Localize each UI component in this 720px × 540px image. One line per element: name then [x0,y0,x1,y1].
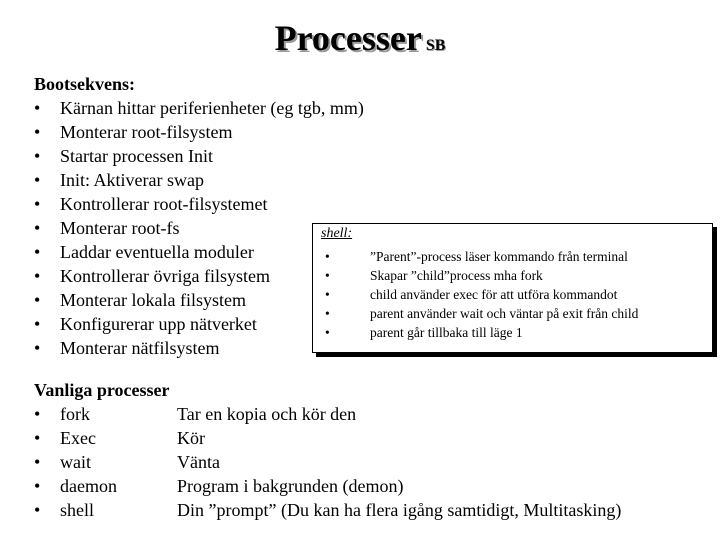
bullet-icon: • [34,314,41,334]
bullet-icon: • [34,194,41,214]
boot-list-item [34,168,324,192]
boot-list-item [34,264,324,288]
boot-heading: Bootsekvens: [34,74,136,94]
bullet-icon: • [34,404,41,424]
boot-list-item [34,216,324,240]
bullet-icon: • [34,218,41,238]
shell-callout-box [312,223,713,353]
boot-item-text: Startar processen Init [60,146,213,166]
boot-list-item [34,192,324,216]
common-list-item [34,498,714,522]
shell-list-item [321,304,638,323]
boot-list-item [34,96,364,120]
shell-item-text: ”Parent”-process läser kommando från terminal [370,249,628,264]
boot-item-text: Init: Aktiverar swap [60,170,204,190]
bullet-icon: • [325,268,330,283]
command-description: Din ”prompt” (Du kan ha flera igång samtidigt, Multitasking) [177,500,622,520]
bullet-icon: • [325,325,330,340]
command-description: Program i bakgrunden (demon) [177,476,404,496]
boot-item-text: Monterar nätfilsystem [60,338,220,358]
command-name: daemon [60,476,117,496]
common-list-item [34,474,714,498]
bullet-icon: • [34,500,41,520]
boot-list-item [34,312,324,336]
boot-list-item [34,144,324,168]
common-heading: Vanliga processer [34,380,170,400]
shell-list [321,247,638,342]
bullet-icon: • [34,122,41,142]
common-list-item [34,450,714,474]
bullet-icon: • [325,306,330,321]
bullet-icon: • [34,428,41,448]
boot-list-item [34,120,324,144]
common-processes-section [34,378,714,522]
bullet-icon: • [325,249,330,264]
command-name: Exec [60,428,96,448]
boot-list-item [34,336,324,360]
slide-title [0,20,720,56]
shell-item-text: child använder exec för att utföra kommandot [370,287,618,302]
boot-item-text: Kontrollerar övriga filsystem [60,266,270,286]
boot-item-text: Konfigurerar upp nätverket [60,314,257,334]
shell-list-item [321,247,638,266]
shell-list-item [321,285,638,304]
common-list-item [34,426,714,450]
boot-list-item [34,288,324,312]
command-name: shell [60,500,94,520]
bullet-icon: • [34,452,41,472]
boot-item-text: Kontrollerar root-filsystemet [60,194,268,214]
bullet-icon: • [325,287,330,302]
common-list [34,402,714,522]
title-sub: SB [425,37,446,54]
boot-item-text: Kärnan hittar periferienheter (eg tgb, mm) [60,98,364,118]
bullet-icon: • [34,146,41,166]
shell-item-text: parent använder wait och väntar på exit från child [370,306,639,321]
command-description: Vänta [177,452,220,472]
bullet-icon: • [34,290,41,310]
shell-item-text: Skapar ”child”process mha fork [370,268,543,283]
command-description: Kör [177,428,205,448]
bullet-icon: • [34,338,41,358]
common-list-item [34,402,714,426]
command-name: wait [60,452,91,472]
boot-item-text: Monterar root-filsystem [60,122,233,142]
shell-heading: shell: [321,226,353,241]
boot-list-item [34,240,324,264]
bullet-icon: • [34,170,41,190]
shell-list-item [321,323,638,342]
boot-item-text: Laddar eventuella moduler [60,242,254,262]
command-description: Tar en kopia och kör den [177,404,357,424]
title-main: Processer [274,18,422,58]
bullet-icon: • [34,476,41,496]
boot-item-text: Monterar root-fs [60,218,180,238]
shell-item-text: parent går tillbaka till läge 1 [370,325,523,340]
boot-item-text: Monterar lokala filsystem [60,290,246,310]
bullet-icon: • [34,266,41,286]
shell-list-item [321,266,638,285]
bullet-icon: • [34,242,41,262]
bullet-icon: • [34,98,41,118]
command-name: fork [60,404,90,424]
